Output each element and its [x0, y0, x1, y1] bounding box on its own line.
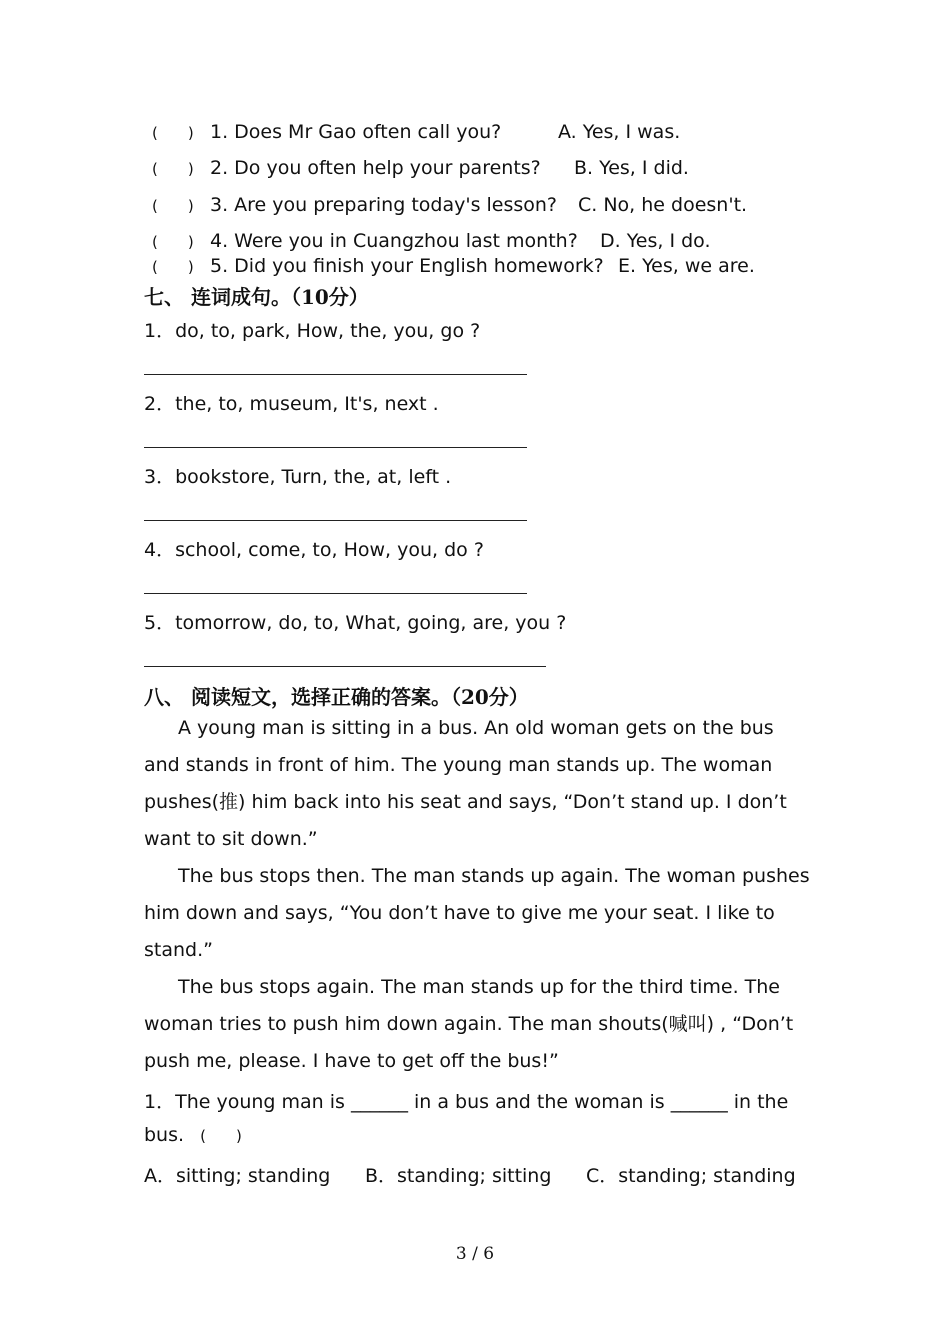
- matching-answer: D. Yes, I do.: [600, 230, 711, 252]
- matching-answer: C. No, he doesn't.: [578, 194, 748, 216]
- reorder-item-4: 4．school, come, to, How, you, do ?: [144, 539, 484, 561]
- reading-paragraph-1: [144, 710, 814, 858]
- answer-line-2[interactable]: [144, 447, 527, 448]
- matching-row-5: [152, 255, 755, 277]
- matching-row-4: [152, 230, 711, 252]
- answer-paren[interactable]: ( ): [152, 197, 194, 215]
- question-1-line1: 1．The young man is ______ in a bus and the woman is ______ in the: [144, 1091, 789, 1113]
- matching-answer: E. Yes, we are.: [618, 255, 755, 277]
- question-1-tail: bus.: [144, 1124, 185, 1146]
- answer-line-3[interactable]: [144, 520, 527, 521]
- option-b[interactable]: B．standing; sitting: [365, 1165, 552, 1187]
- answer-paren[interactable]: ( ): [200, 1127, 242, 1145]
- matching-row-3: [152, 194, 748, 216]
- question-1-line2: [144, 1124, 242, 1146]
- section7-heading: 七、 连词成句。（10分）: [144, 285, 369, 309]
- reading-paragraph-2: [144, 858, 814, 969]
- matching-row-1: [152, 121, 681, 143]
- answer-paren[interactable]: ( ): [152, 233, 194, 251]
- answer-paren[interactable]: ( ): [152, 258, 194, 276]
- reorder-item-2: 2．the, to, museum, It's, next .: [144, 393, 439, 415]
- matching-row-2: [152, 157, 689, 179]
- matching-question: 4. Were you in Cuangzhou last month?: [210, 230, 578, 252]
- paragraph-text: The bus stops again. The man stands up for the third time. The woman tries to push him down again. The man shouts(喊叫) , “Don’t push me, please. I have to get off the bus!”: [144, 976, 794, 1072]
- paragraph-text: The bus stops then. The man stands up again. The woman pushes him down and says, “You don’t have to give me your seat. I like to stand.”: [144, 865, 810, 961]
- page-number: 3 / 6: [455, 1244, 495, 1264]
- section8-heading: 八、 阅读短文，选择正确的答案。（20分）: [144, 685, 529, 709]
- matching-question: 3. Are you preparing today's lesson?: [210, 194, 558, 216]
- answer-line-1[interactable]: [144, 374, 527, 375]
- paragraph-text: A young man is sitting in a bus. An old woman gets on the bus and stands in front of him. The young man stands up. The woman pushes(推) him back into his seat and says, “Don’t stand up. I don’t want to sit down.”: [144, 717, 787, 850]
- option-a[interactable]: A．sitting; standing: [144, 1165, 331, 1187]
- answer-line-5[interactable]: [144, 666, 546, 667]
- answer-line-4[interactable]: [144, 593, 527, 594]
- reorder-item-3: 3．bookstore, Turn, the, at, left .: [144, 466, 452, 488]
- matching-question: 5. Did you finish your English homework?: [210, 255, 604, 277]
- reading-paragraph-3: [144, 969, 814, 1080]
- matching-question: 1. Does Mr Gao often call you?: [210, 121, 502, 143]
- answer-paren[interactable]: ( ): [152, 124, 194, 142]
- reorder-item-5: 5．tomorrow, do, to, What, going, are, you ?: [144, 612, 567, 634]
- matching-question: 2. Do you often help your parents?: [210, 157, 541, 179]
- option-c[interactable]: C．standing; standing: [586, 1165, 796, 1187]
- reorder-item-1: 1．do, to, park, How, the, you, go ?: [144, 320, 481, 342]
- matching-answer: A. Yes, I was.: [558, 121, 681, 143]
- matching-answer: B. Yes, I did.: [574, 157, 689, 179]
- answer-paren[interactable]: ( ): [152, 160, 194, 178]
